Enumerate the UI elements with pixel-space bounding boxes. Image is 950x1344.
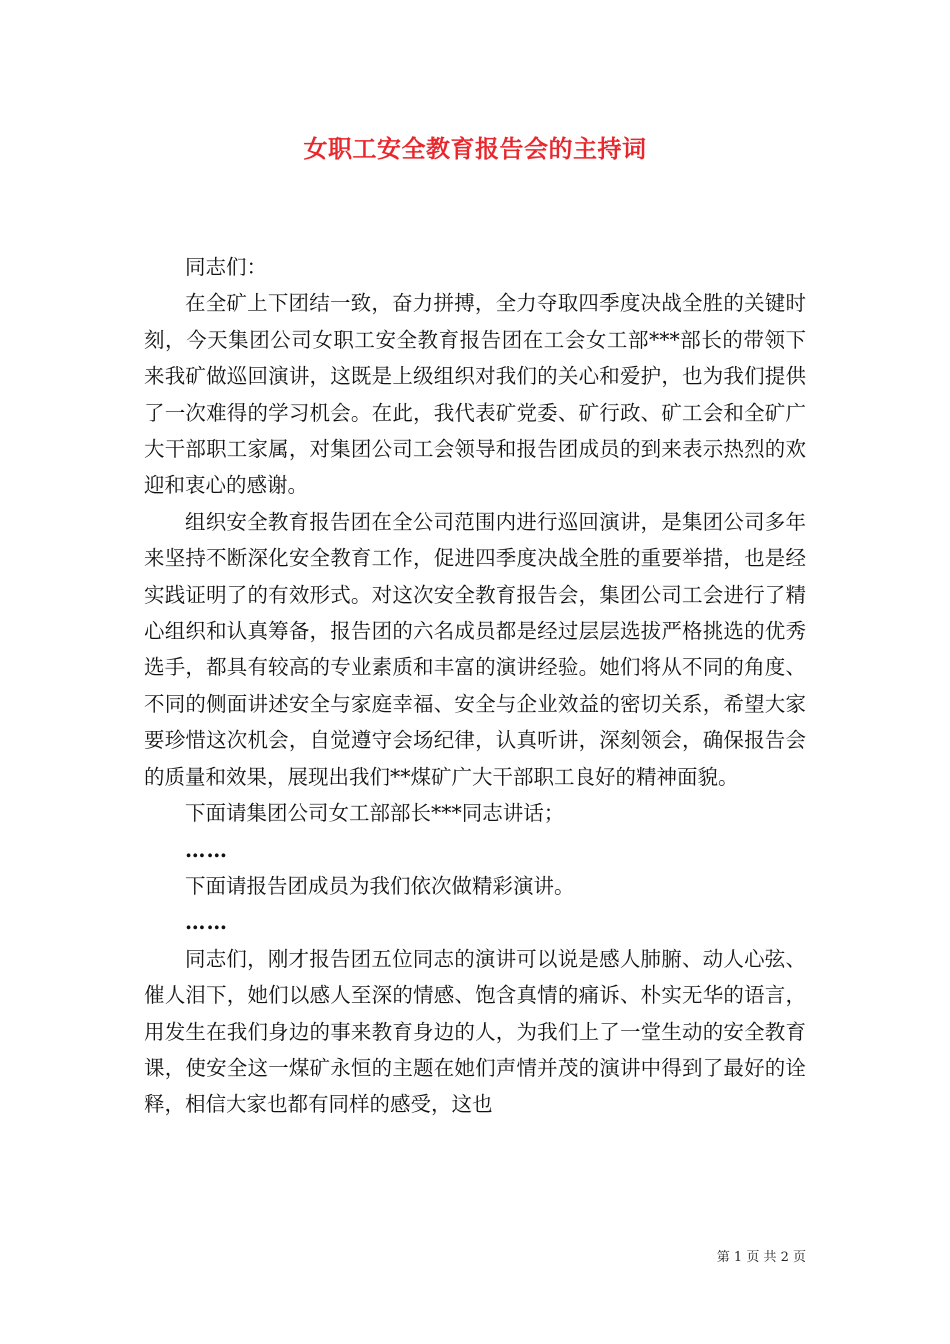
ellipsis-1: …… bbox=[185, 837, 228, 862]
greeting: 同志们： bbox=[185, 255, 267, 279]
ellipsis-2: …… bbox=[185, 910, 228, 935]
paragraph-report-intro: 下面请报告团成员为我们依次做精彩演讲。 bbox=[185, 873, 575, 898]
paragraph-speech-intro: 下面请集团公司女工部部长***同志讲话； bbox=[185, 801, 565, 826]
paragraph-summary: 同志们，刚才报告团五位同志的演讲可以说是感人肺腑、动人心弦、催人泪下，她们以感人至深的情感、饱含真情的痛诉、朴实无华的语言，用发生在我们身边的事来教育身边的人，为我们上了一堂生动的安全教育课，使安全这一煤矿永恒的主题在她们声情并茂的演讲中得到了最好的诠释，相信大家也都有同样的感受，这也 bbox=[144, 946, 806, 1117]
paragraph-opening: 在全矿上下团结一致，奋力拼搏，全力夺取四季度决战全胜的关键时刻，今天集团公司女职工安全教育报告团在工会女工部***部长的带领下来我矿做巡回演讲，这既是上级组织对我们的关心和爱护，也为我们提供了一次难得的学习机会。在此，我代表矿党委、矿行政、矿工会和全矿广大干部职工家属，对集团公司工会领导和报告团成员的到来表示热烈的欢迎和衷心的感谢。 bbox=[144, 291, 806, 498]
document-body bbox=[144, 249, 806, 1123]
paragraph-purpose: 组织安全教育报告团在全公司范围内进行巡回演讲，是集团公司多年来坚持不断深化安全教育工作，促进四季度决战全胜的重要举措，也是经实践证明了的有效形式。对这次安全教育报告会，集团公司工会进行了精心组织和认真筹备，报告团的六名成员都是经过层层选拔严格挑选的优秀选手，都具有较高的专业素质和丰富的演讲经验。她们将从不同的角度、不同的侧面讲述安全与家庭幸福、安全与企业效益的密切关系，希望大家要珍惜这次机会，自觉遵守会场纪律，认真听讲，深刻领会，确保报告会的质量和效果，展现出我们**煤矿广大干部职工良好的精神面貌。 bbox=[144, 509, 806, 789]
document-title: 女职工安全教育报告会的主持词 bbox=[303, 134, 647, 163]
page-number-footer: 第 1 页 共 2 页 bbox=[716, 1250, 806, 1265]
